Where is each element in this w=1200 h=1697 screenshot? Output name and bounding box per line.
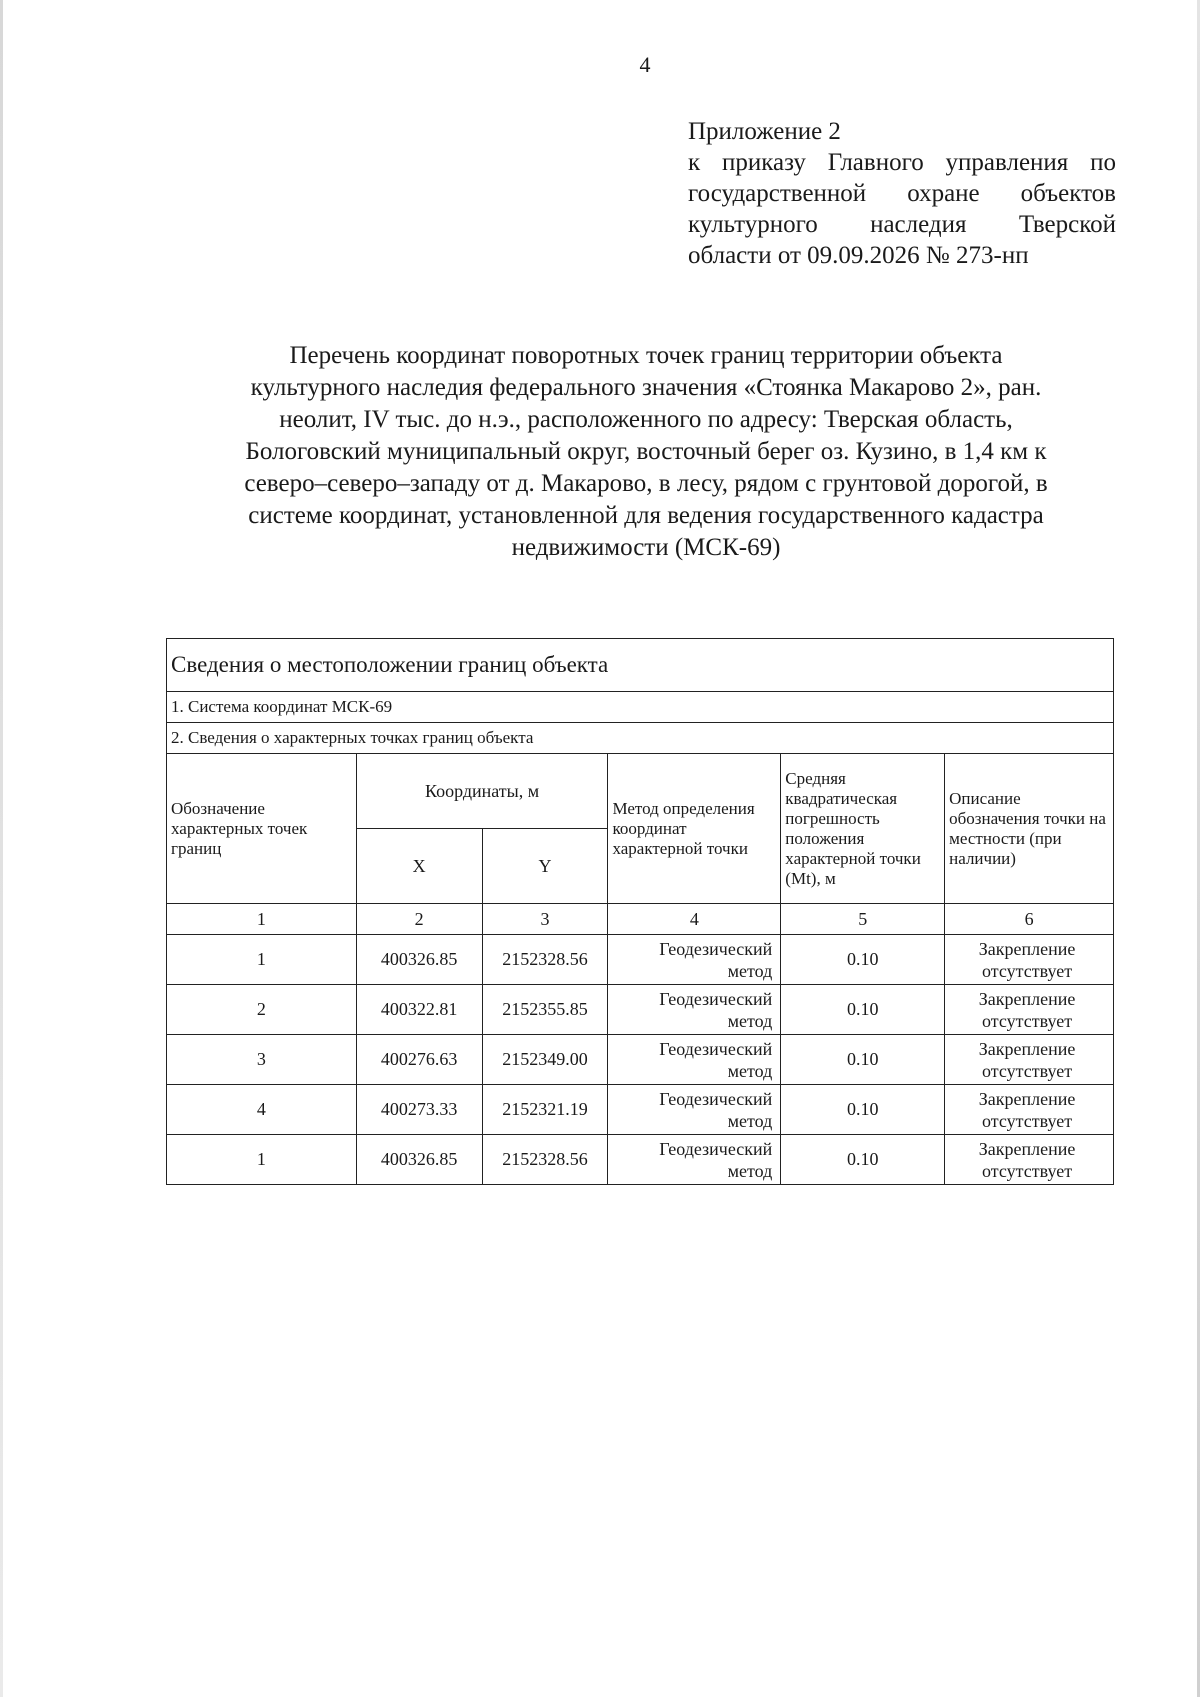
annex-line: области от 09.09.2026 № 273-нп	[688, 242, 1029, 269]
section-title: Сведения о местоположении границ объекта	[167, 639, 1114, 692]
cell-desc: Закрепление отсутствует	[945, 985, 1114, 1035]
title-line: недвижимости (МСК-69)	[511, 534, 781, 561]
cell-desc: Закрепление отсутствует	[945, 1085, 1114, 1135]
cell-method: Геодезический метод	[608, 1035, 781, 1085]
title-line: культурного наследия федерального значения «Стоянка Макарово 2», ран.	[250, 374, 1042, 401]
cell-desc: Закрепление отсутствует	[945, 935, 1114, 985]
title-line: Бологовский муниципальный округ, восточный берег оз. Кузино, в 1,4 км к	[245, 438, 1047, 465]
header-desc: Описание обозначения точки на местности (при наличии)	[945, 754, 1114, 904]
title-line: неолит, IV тыс. до н.э., расположенного по адресу: Тверская область,	[279, 406, 1013, 433]
cell-method: Геодезический метод	[608, 1135, 781, 1185]
cell-y: 2152328.56	[482, 1135, 608, 1185]
cell-method: Геодезический метод	[608, 1085, 781, 1135]
annex-block	[688, 116, 1116, 271]
header-point: Обозначение характерных точек границ	[167, 754, 357, 904]
coord-system: 1. Система координат МСК-69	[167, 692, 1114, 723]
points-title: 2. Сведения о характерных точках границ объекта	[167, 723, 1114, 754]
header-method: Метод определения координат характерной точки	[608, 754, 781, 904]
cell-error: 0.10	[781, 985, 945, 1035]
cell-x: 400326.85	[356, 935, 482, 985]
cell-x: 400326.85	[356, 1135, 482, 1185]
cell-y: 2152349.00	[482, 1035, 608, 1085]
cell-x: 400276.63	[356, 1035, 482, 1085]
title-line: системе координат, установленной для ведения государственного кадастра	[248, 502, 1044, 529]
cell-x: 400322.81	[356, 985, 482, 1035]
cell-y: 2152328.56	[482, 935, 608, 985]
header-error: Средняя квадратическая погрешность положения характерной точки (Mt), м	[781, 754, 945, 904]
cell-desc: Закрепление отсутствует	[945, 1135, 1114, 1185]
annex-line: государственной охране объектов	[688, 180, 1116, 207]
cell-point: 2	[167, 985, 357, 1035]
column-number: 2	[356, 904, 482, 935]
title-line: северо–северо–западу от д. Макарово, в лесу, рядом с грунтовой дорогой, в	[244, 470, 1048, 497]
cell-x: 400273.33	[356, 1085, 482, 1135]
annex-line: культурного наследия Тверской	[688, 211, 1116, 238]
header-x: X	[356, 829, 482, 904]
table-section-row	[167, 639, 1114, 692]
table-row	[167, 1135, 1114, 1185]
table-header-row	[167, 754, 1114, 829]
cell-point: 3	[167, 1035, 357, 1085]
cell-point: 4	[167, 1085, 357, 1135]
column-number: 1	[167, 904, 357, 935]
page-number: 4	[639, 52, 651, 77]
column-number: 3	[482, 904, 608, 935]
cell-error: 0.10	[781, 1035, 945, 1085]
header-y: Y	[482, 829, 608, 904]
cell-y: 2152355.85	[482, 985, 608, 1035]
coordinates-table	[166, 638, 1114, 1185]
annex-line: к приказу Главного управления по	[688, 149, 1116, 176]
table-row	[167, 1035, 1114, 1085]
table-row	[167, 985, 1114, 1035]
cell-point: 1	[167, 1135, 357, 1185]
cell-method: Геодезический метод	[608, 935, 781, 985]
table-row	[167, 1085, 1114, 1135]
cell-error: 0.10	[781, 1085, 945, 1135]
cell-desc: Закрепление отсутствует	[945, 1035, 1114, 1085]
table-subheader-row	[167, 692, 1114, 723]
cell-error: 0.10	[781, 1135, 945, 1185]
table-subheader-row	[167, 723, 1114, 754]
scan-edge-left	[0, 0, 3, 1697]
cell-method: Геодезический метод	[608, 985, 781, 1035]
table-row	[167, 935, 1114, 985]
document-title	[168, 340, 1124, 564]
cell-error: 0.10	[781, 935, 945, 985]
title-line: Перечень координат поворотных точек границ территории объекта	[289, 342, 1003, 369]
column-number: 6	[945, 904, 1114, 935]
column-number: 5	[781, 904, 945, 935]
header-coords: Координаты, м	[356, 754, 608, 829]
cell-point: 1	[167, 935, 357, 985]
cell-y: 2152321.19	[482, 1085, 608, 1135]
column-number: 4	[608, 904, 781, 935]
annex-title: Приложение 2	[688, 118, 841, 145]
column-number-row	[167, 904, 1114, 935]
